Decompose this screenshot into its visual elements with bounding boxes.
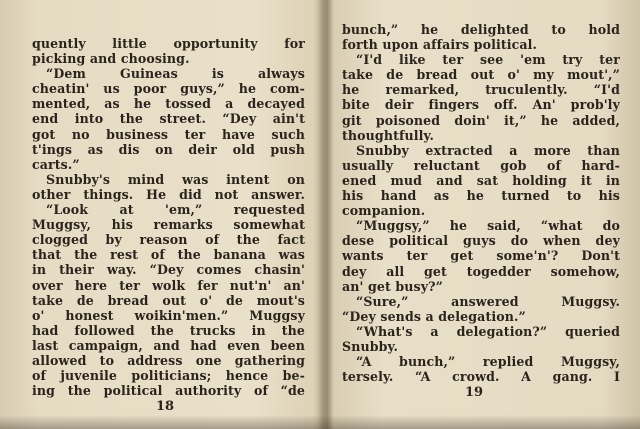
text-line: bite deir fingers off. An' prob'ly [342, 97, 620, 113]
text-line: other things. He did not answer. [32, 186, 305, 202]
text-line: wants ter get some'n'? Don't [342, 248, 620, 264]
text-line: carts.” [32, 156, 80, 172]
text-line: got no business ter have such [32, 126, 305, 142]
right-page [330, 0, 640, 429]
text-line: quently little opportunity for [32, 36, 305, 51]
text-line: “A bunch,” replied Muggsy, [356, 354, 620, 370]
text-line: of juvenile politicians; hence be- [32, 368, 305, 384]
text-line: picking and choosing. [32, 51, 190, 67]
text-line: allowed to address one gathering [32, 352, 305, 368]
text-line: forth upon affairs political. [342, 37, 538, 53]
text-line: tersely. “A crowd. A gang. I [342, 369, 620, 385]
text-line: ing the political authority of “de [32, 383, 305, 399]
left-page-number: 18 [156, 399, 175, 414]
text-line: Muggsy, his remarks somewhat [32, 217, 305, 233]
text-line: thoughtfully. [342, 127, 435, 143]
text-line: Snubby extracted a more than [356, 142, 620, 158]
page-bottom-shadow [0, 415, 640, 429]
text-line: t'ings as dis on deir old push [32, 141, 305, 157]
text-line: had followed the trucks in the [32, 322, 305, 338]
right-page-number: 19 [465, 385, 484, 400]
text-line: his hand as he turned to his [342, 188, 620, 204]
text-line: cheatin' us poor guys,” he com- [32, 81, 305, 97]
text-line: over here ter wolk fer nut'n' an' [32, 277, 305, 293]
text-line: ened mud and sat holding it in [342, 172, 620, 188]
text-line: clogged by reason of the fact [32, 232, 305, 248]
text-line: end into the street. “Dey ain't [32, 111, 305, 127]
text-line: he remarked, truculently. “I'd [342, 82, 620, 98]
text-line: bunch,” he delighted to hold [342, 22, 620, 37]
text-line: dey all get togedder somehow, [342, 263, 620, 279]
text-line: take de bread out o' my mout',” [342, 67, 620, 83]
text-line: “What's a delegation?” queried [356, 323, 620, 339]
text-line: dese political guys do when dey [342, 233, 620, 249]
text-line: Snubby's mind was intent on [46, 171, 305, 187]
text-line: “Look at 'em,” requested [46, 202, 305, 218]
text-line: “Muggsy,” he said, “what do [356, 218, 620, 234]
text-line: o' honest woikin'men.” Muggsy [32, 307, 305, 323]
text-line: an' get busy?” [342, 278, 443, 294]
text-line: mented, as he tossed a decayed [32, 96, 305, 112]
text-line: “Sure,” answered Muggsy. [356, 293, 620, 309]
text-line: usually reluctant gob of hard- [342, 157, 620, 173]
text-line: “Dem Guineas is always [46, 66, 305, 82]
text-line: companion. [342, 203, 426, 219]
text-line: take de bread out o' de mout's [32, 292, 305, 308]
text-line: Snubby. [342, 338, 398, 354]
text-line: that the rest of the banana was [32, 247, 305, 263]
text-line: last campaign, and had even been [32, 337, 305, 353]
text-line: “Dey sends a delegation.” [342, 308, 526, 324]
text-line: in their way. “Dey comes chasin' [32, 262, 305, 278]
text-line: git poisoned doin' it,” he added, [342, 112, 620, 128]
text-line: “I'd like ter see 'em try ter [356, 52, 620, 68]
